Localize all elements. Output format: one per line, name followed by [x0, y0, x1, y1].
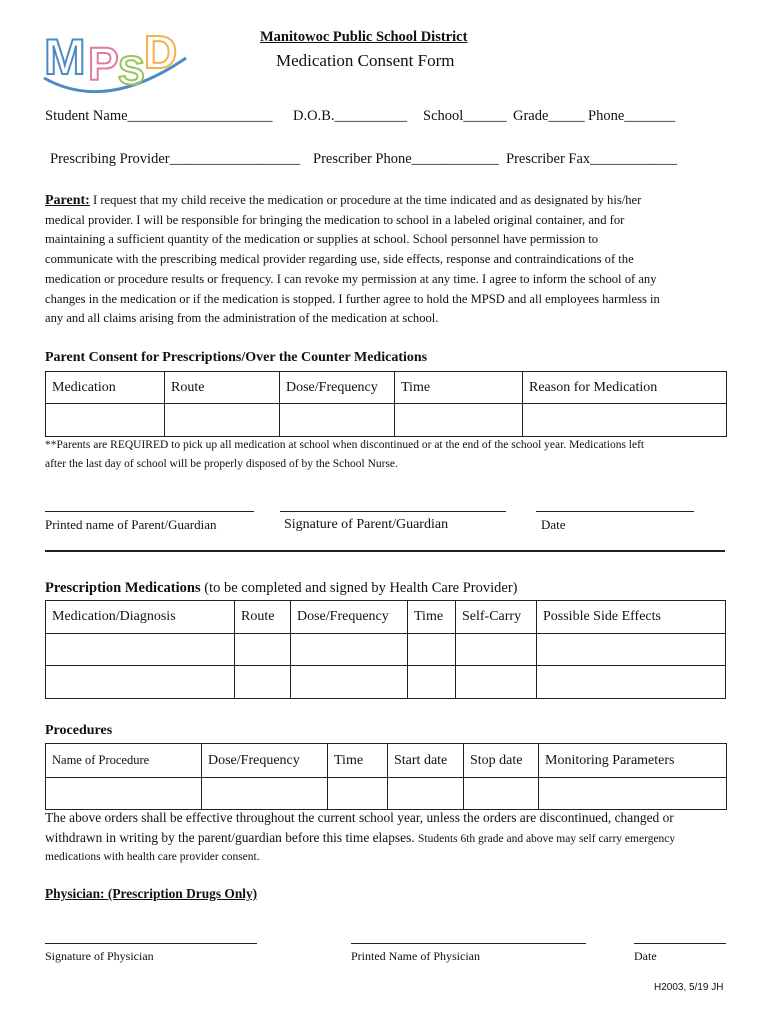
table-cell[interactable] [46, 634, 235, 666]
table-cell[interactable] [456, 634, 537, 666]
column-header: Monitoring Parameters [539, 744, 727, 778]
table-cell[interactable] [539, 778, 727, 810]
parent-date-label: Date [541, 517, 566, 532]
parent-statement-line-2: medical provider. I will be responsible for bringing the medication to school in a labeled original container, and for [45, 212, 625, 227]
table-cell[interactable] [202, 778, 328, 810]
column-header: Start date [388, 744, 464, 778]
prescribing-provider-field[interactable]: Prescribing Provider__________________ [50, 151, 301, 167]
column-header: Time [408, 601, 456, 634]
parent-statement-line-7: any and all claims arising from the administration of the medication at school. [45, 311, 439, 326]
column-header: Dose/Frequency [291, 601, 408, 634]
table-row [46, 778, 727, 810]
prescriber-fax-field[interactable]: Prescriber Fax____________ [506, 151, 678, 167]
table-cell[interactable] [408, 634, 456, 666]
parent-statement [45, 191, 735, 329]
table-cell[interactable] [291, 666, 408, 699]
table-cell[interactable] [165, 404, 280, 437]
column-header: Medication/Diagnosis [46, 601, 235, 634]
column-header: Name of Procedure [46, 744, 202, 778]
column-header: Dose/Frequency [202, 744, 328, 778]
physician-signature-label: Signature of Physician [45, 949, 154, 963]
column-header: Possible Side Effects [537, 601, 726, 634]
column-header: Medication [46, 372, 165, 404]
column-header: Time [328, 744, 388, 778]
school-field[interactable]: School______ [423, 108, 507, 124]
table-cell[interactable] [537, 666, 726, 699]
physician-heading: Physician: (Prescription Drugs Only) [45, 886, 258, 901]
table-row [46, 404, 727, 437]
table-cell[interactable] [408, 666, 456, 699]
column-header: Time [395, 372, 523, 404]
phone-field[interactable]: Phone_______ [588, 108, 675, 124]
parent-statement-line-1: Parent: I request that my child receive the medication or procedure at the time indicated and as designated by his/her [45, 193, 642, 208]
logo-letter-s: S [118, 49, 145, 93]
page-title: Medication Consent Form [276, 51, 455, 70]
parent-printed-name-label: Printed name of Parent/Guardian [45, 517, 217, 532]
physician-printed-name-line[interactable] [351, 943, 586, 944]
table-header-row [46, 601, 726, 634]
pickup-note-line-2: after the last day of school will be properly disposed of by the School Nurse. [45, 458, 398, 470]
form-code: H2003, 5/19 JH [654, 982, 724, 993]
parent-date-line[interactable] [536, 511, 694, 512]
table-row [46, 634, 726, 666]
table-cell[interactable] [46, 404, 165, 437]
prescription-meds-table [45, 600, 726, 699]
table-cell[interactable] [280, 404, 395, 437]
table-cell[interactable] [464, 778, 539, 810]
parent-statement-line-3: maintaining a sufficient quantity of the medication or supplies at school. School personnel have permission to [45, 232, 599, 247]
column-header: Reason for Medication [523, 372, 727, 404]
procedures-table [45, 743, 727, 810]
physician-date-label: Date [634, 949, 657, 963]
table-header-row [46, 372, 727, 404]
logo-letter-d: D [144, 26, 178, 78]
table-cell[interactable] [291, 634, 408, 666]
table-cell[interactable] [537, 634, 726, 666]
orders-statement-line-3: medications with health care provider consent. [45, 851, 260, 863]
table-cell[interactable] [328, 778, 388, 810]
student-name-field[interactable]: Student Name____________________ [45, 108, 273, 124]
parent-consent-table [45, 371, 727, 437]
logo-letter-m: M [44, 29, 86, 85]
procedures-heading: Procedures [45, 723, 113, 738]
parent-label: Parent: [45, 193, 90, 208]
table-row [46, 666, 726, 699]
prescription-meds-heading: Prescription Medications (to be completed and signed by Health Care Provider) [45, 580, 518, 596]
physician-printed-name-label: Printed Name of Physician [351, 949, 480, 963]
table-cell[interactable] [523, 404, 727, 437]
column-header: Route [235, 601, 291, 634]
column-header: Stop date [464, 744, 539, 778]
column-header: Dose/Frequency [280, 372, 395, 404]
grade-field[interactable]: Grade_____ [513, 108, 585, 124]
parent-signature-line[interactable] [280, 511, 506, 512]
district-name: Manitowoc Public School District [260, 29, 468, 45]
column-header: Route [165, 372, 280, 404]
orders-statement-line-1: The above orders shall be effective throughout the current school year, unless the orders are discontinued, changed or [45, 810, 674, 825]
table-cell[interactable] [395, 404, 523, 437]
table-cell[interactable] [235, 634, 291, 666]
dob-field[interactable]: D.O.B.__________ [293, 108, 407, 124]
parent-printed-name-line[interactable] [45, 511, 254, 512]
parent-consent-heading: Parent Consent for Prescriptions/Over the Counter Medications [45, 350, 428, 365]
prescriber-phone-field[interactable]: Prescriber Phone____________ [313, 151, 499, 167]
section-divider [45, 550, 725, 552]
parent-statement-line-5: medication or procedure results or frequency. I can revoke my permission at any time. I agree to inform the school of any [45, 271, 657, 286]
table-cell[interactable] [388, 778, 464, 810]
table-header-row [46, 744, 727, 778]
logo-letter-p: P [88, 38, 119, 90]
orders-statement-line-2: withdrawn in writing by the parent/guardian before this time elapses. Students 6th grade and above may self carry emergency [45, 830, 676, 845]
table-cell[interactable] [456, 666, 537, 699]
parent-statement-line-6: changes in the medication or if the medication is stopped. I further agree to hold the MPSD and all employees harmless in [45, 291, 660, 306]
physician-signature-line[interactable] [45, 943, 257, 944]
physician-date-line[interactable] [634, 943, 726, 944]
table-cell[interactable] [46, 666, 235, 699]
column-header: Self-Carry [456, 601, 537, 634]
table-cell[interactable] [235, 666, 291, 699]
table-cell[interactable] [46, 778, 202, 810]
parent-statement-line-4: communicate with the prescribing medical provider regarding use, side effects, response and contraindications of the [45, 252, 634, 267]
pickup-note-line-1: **Parents are REQUIRED to pick up all medication at school when discontinued or at the end of the school year. Medications left [45, 439, 645, 451]
parent-signature-label: Signature of Parent/Guardian [284, 517, 449, 532]
mpsd-logo [36, 18, 192, 100]
